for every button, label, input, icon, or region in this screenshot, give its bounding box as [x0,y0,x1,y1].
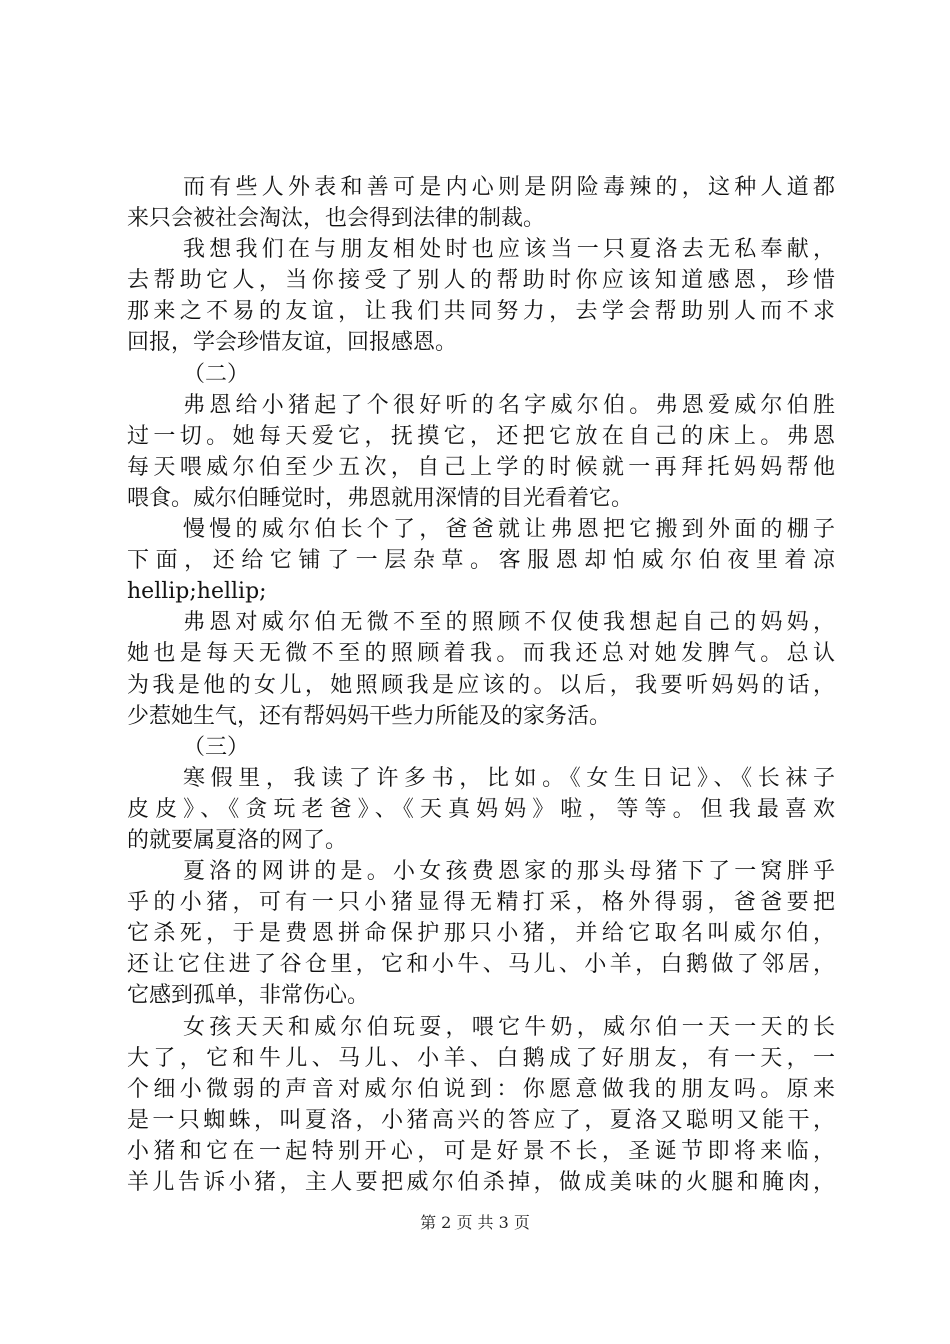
text-line: 夏洛的网讲的是。小女孩费恩家的那头母猪下了一窝胖乎 [183,859,835,885]
text-line: 她也是每天无微不至的照顾着我。而我还总对她发脾气。总认 [127,641,835,667]
section-heading: （二） [183,361,250,387]
text-line: 羊儿告诉小猪，主人要把威尔伯杀掉，做成美味的火腿和腌肉， [127,1170,835,1195]
text-line: 小猪和它在一起特别开心，可是好景不长，圣诞节即将来临， [127,1138,835,1164]
page-footer: 第 2 页 共 3 页 [420,1213,530,1232]
text-line: 个细小微弱的声音对威尔伯说到：你愿意做我的朋友吗。原来 [127,1076,835,1102]
paragraph [127,390,835,514]
text-line: 我想我们在与朋友相处时也应该当一只夏洛去无私奉献， [183,237,835,263]
paragraph [127,856,835,1011]
paragraph [127,607,835,731]
text-line: 喂食。威尔伯睡觉时，弗恩就用深情的目光看着它。 [127,485,634,511]
paragraph [127,763,835,856]
text-line: 的就要属夏洛的网了。 [127,827,348,853]
text-line: 过一切。她每天爱它，抚摸它，还把它放在自己的床上。弗恩 [127,423,835,449]
paragraph [127,1012,835,1199]
text-line: 去帮助它人，当你接受了别人的帮助时你应该知道感恩，珍惜 [127,268,835,294]
text-line: 而有些人外表和善可是内心则是阴险毒辣的，这种人道都 [183,175,835,200]
text-line: 还让它住进了谷仓里，它和小牛、马儿、小羊，白鹅做了邻居， [127,952,835,978]
text-line: 是一只蜘蛛，叫夏洛，小猪高兴的答应了，夏洛又聪明又能干， [127,1107,835,1133]
text-line: 大了，它和牛儿、马儿、小羊、白鹅成了好朋友，有一天，一 [127,1045,835,1071]
text-line: 它杀死，于是费恩拼命保护那只小猪，并给它取名叫威尔伯， [127,921,835,947]
text-line: hellip;hellip; [127,579,267,605]
text-line: 那来之不易的友谊，让我们共同努力，去学会帮助别人而不求 [127,299,835,325]
text-line: 乎的小猪，可有一只小猪显得无精打采，格外得弱，爸爸要把 [127,890,835,916]
text-line: 弗恩对威尔伯无微不至的照顾不仅使我想起自己的妈妈， [183,610,835,636]
section-heading: （三） [183,734,250,760]
text-line: 为我是他的女儿，她照顾我是应该的。以后，我要听妈妈的话， [127,672,835,698]
paragraph [127,514,835,607]
text-line: 寒假里，我读了许多书，比如。《女生日记》、《长袜子 [183,765,835,791]
text-line: 皮皮》、《贪玩老爸》、《天真妈妈》啦，等等。但我最喜欢 [127,796,835,822]
text-line: 弗恩给小猪起了个很好听的名字威尔伯。弗恩爱威尔伯胜 [183,392,835,418]
text-line: 下面，还给它铺了一层杂草。客服恩却怕威尔伯夜里着凉 [127,548,835,574]
document-body [127,172,835,1198]
text-line: 来只会被社会淘汰，也会得到法律的制裁。 [127,206,546,232]
paragraph [127,234,835,358]
text-line: 少惹她生气，还有帮妈妈干些力所能及的家务活。 [127,703,612,729]
paragraph [127,172,835,234]
text-line: 回报，学会珍惜友谊，回报感恩。 [127,330,458,356]
text-line: 它感到孤单，非常伤心。 [127,983,370,1009]
text-line: 女孩天天和威尔伯玩耍，喂它牛奶，威尔伯一天一天的长 [183,1014,835,1040]
text-line: 每天喂威尔伯至少五次，自己上学的时候就一再拜托妈妈帮他 [127,454,835,480]
text-line: 慢慢的威尔伯长个了，爸爸就让弗恩把它搬到外面的棚子 [183,517,835,543]
